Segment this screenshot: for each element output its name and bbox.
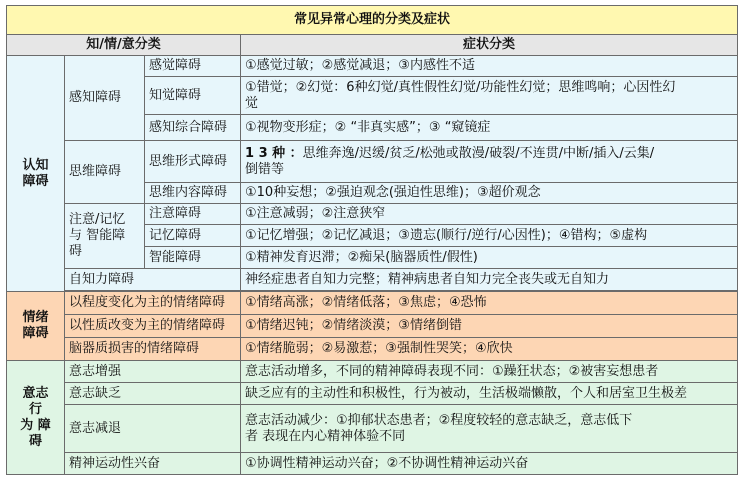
subcategory-perception: 感知障碍 <box>65 56 145 141</box>
item-name: 感知综合障碍 <box>145 115 241 141</box>
table-row <box>7 383 738 405</box>
item-symptoms: ①精神发育迟滞；②痴呆(脑器质性/假性) <box>241 247 738 269</box>
item-name: 思维内容障碍 <box>145 183 241 204</box>
item-symptoms: ①情绪高涨；②情绪低落；③焦虑；④恐怖 <box>241 292 738 315</box>
item-name: 注意障碍 <box>145 204 241 225</box>
item-symptoms: ①协调性精神运动兴奋；②不协调性精神运动兴奋 <box>241 453 738 475</box>
item-symptoms: ①注意减弱；②注意狭窄 <box>241 204 738 225</box>
item-symptoms: ①错觉；②幻觉：6种幻觉/真性假性幻觉/功能性幻觉；思维鸣响；心因性幻 觉 <box>241 77 738 115</box>
item-name: 自知力障碍 <box>65 269 241 291</box>
table-row <box>7 269 738 291</box>
category-cognition: 认知 障碍 <box>7 56 65 292</box>
table-row <box>7 361 738 383</box>
item-symptoms: 意志活动增多，不同的精神障碍表现不同：①躁狂状态；②被害妄想患者 <box>241 361 738 383</box>
item-symptoms: ①感觉过敏；②感觉减退；③内感性不适 <box>241 56 738 77</box>
item-name: 感觉障碍 <box>145 56 241 77</box>
item-symptoms: ①视物变形症；② “非真实感”；③ “窥镜症 <box>241 115 738 141</box>
item-name: 知觉障碍 <box>145 77 241 115</box>
item-name: 意志增强 <box>65 361 241 383</box>
table-row <box>7 292 738 315</box>
item-symptoms: 神经症患者自知力完整；精神病患者自知力完全丧失或无自知力 <box>241 269 738 291</box>
item-name: 意志缺乏 <box>65 383 241 405</box>
subcategory-thinking: 思维障碍 <box>65 141 145 204</box>
symptom-table <box>6 5 738 475</box>
item-name: 意志减退 <box>65 405 241 453</box>
item-symptoms: ①10种妄想；②强迫观念(强迫性思维)；③超价观念 <box>241 183 738 204</box>
category-volition: 意志 行 为 障 碍 <box>7 361 65 475</box>
item-symptoms: 意志活动减少：①抑郁状态患者；②程度较轻的意志缺乏，意志低下 者 表现在内心精神体验不同 <box>241 405 738 453</box>
item-symptoms: ①情绪迟钝；②情绪淡漠；③情绪倒错 <box>241 315 738 338</box>
table-row <box>7 405 738 453</box>
item-symptoms: 1 3 种 ：思维奔逸/迟缓/贫乏/松弛或散漫/破裂/不连贯/中断/插入/云集/ 倒错等 <box>241 141 738 183</box>
item-symptoms: 缺乏应有的主动性和积极性，行为被动，生活极端懒散，个人和居室卫生极差 <box>241 383 738 405</box>
item-name: 智能障碍 <box>145 247 241 269</box>
header-category: 知/情/意分类 <box>7 35 241 56</box>
table-row <box>7 315 738 338</box>
table-row <box>7 204 738 225</box>
subcategory-attention-memory: 注意/记忆 与 智能障 碍 <box>65 204 145 269</box>
item-symptoms: ①情绪脆弱；②易激惹；③强制性哭笑；④欣快 <box>241 338 738 361</box>
table-title: 常见异常心理的分类及症状 <box>7 6 738 35</box>
table-row <box>7 141 738 183</box>
item-name: 记忆障碍 <box>145 225 241 247</box>
table-row <box>7 56 738 77</box>
item-name: 思维形式障碍 <box>145 141 241 183</box>
item-name: 精神运动性兴奋 <box>65 453 241 475</box>
item-name: 以程度变化为主的情绪障碍 <box>65 292 241 315</box>
table-row <box>7 453 738 475</box>
item-name: 脑器质损害的情绪障碍 <box>65 338 241 361</box>
category-emotion: 情绪 障碍 <box>7 292 65 361</box>
item-name: 以性质改变为主的情绪障碍 <box>65 315 241 338</box>
table-row <box>7 338 738 361</box>
item-symptoms: ①记忆增强；②记忆减退；③遗忘(顺行/逆行/心因性)；④错构；⑤虚构 <box>241 225 738 247</box>
header-symptoms: 症状分类 <box>241 35 738 56</box>
